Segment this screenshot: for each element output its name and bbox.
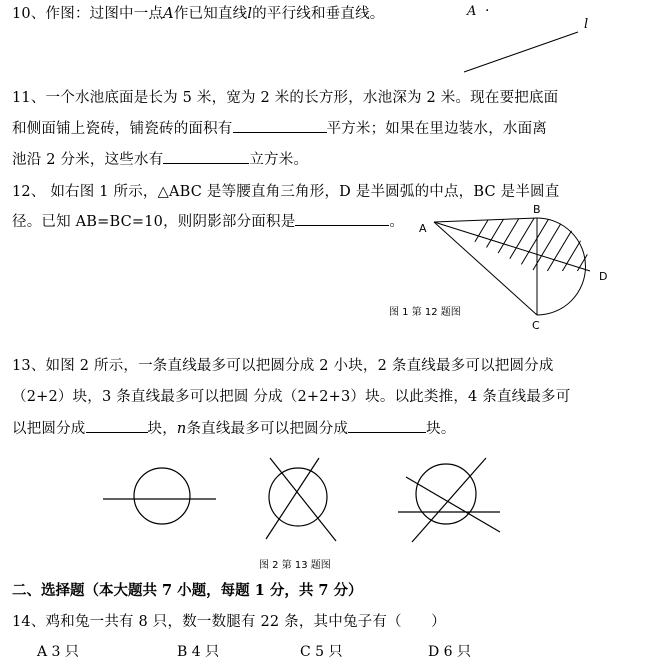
- q10-point: A: [163, 6, 174, 22]
- q13-line1: 13、如图 2 所示，一条直线最多可以把圆分成 2 小块，2 条直线最多可以把圆分成: [12, 358, 554, 374]
- q12-label-b: B: [533, 203, 541, 216]
- q14-option-b[interactable]: B 4 只: [177, 644, 220, 660]
- q12-label-d: D: [599, 270, 608, 283]
- q10-mid: 作已知直线: [173, 6, 248, 22]
- q11-line3b: 立方米。: [249, 152, 309, 168]
- q11-line2a: 和侧面铺上瓷砖，铺瓷砖的面积有: [12, 121, 233, 137]
- q14-option-c[interactable]: C 5 只: [300, 644, 343, 660]
- q10-fig-line-label: l: [584, 17, 589, 32]
- q13-line3c: 条直线最多可以把圆分成: [186, 421, 349, 437]
- section2-title: 二、选择题（本大题共 7 小题，每题 1 分，共 7 分）: [12, 582, 363, 599]
- q11-line3a: 池沿 2 分米，这些水有: [12, 152, 164, 168]
- q12-caption: 图 1 第 12 题图: [389, 307, 461, 318]
- q12-line2-text: 径。已知 AB=BC=10，则阴影部分面积是: [12, 214, 296, 230]
- q10-fig-point-dot: ·: [485, 3, 490, 19]
- q13-circle-two-lines: [266, 458, 336, 541]
- q11-line1: 11、一个水池底面是长为 5 米，宽为 2 米的长方形，水池深为 2 米。现在要把底面: [12, 90, 559, 106]
- q12-label-a: A: [419, 222, 427, 235]
- q13-line3d: 块。: [426, 421, 456, 437]
- q11-line2b: 平方米；如果在里边装水，水面离: [326, 121, 547, 137]
- q10-suffix: 的平行线和垂直线。: [252, 6, 385, 22]
- q13-n: n: [176, 421, 187, 437]
- q12-line1: 12、 如右图 1 所示，△ABC 是等腰直角三角形，D 是半圆弧的中点，BC 是半圆直: [12, 184, 560, 200]
- q12-line2-end: 。: [389, 214, 405, 230]
- q13-caption: 图 2 第 13 题图: [259, 560, 331, 571]
- q10-line-name: l: [247, 6, 253, 22]
- q13-line3a: 以把圆分成: [12, 421, 86, 437]
- q10-fig-point-label: A: [467, 4, 477, 19]
- q14-option-a[interactable]: A 3 只: [37, 644, 79, 660]
- q13-line2: （2+2）块，3 条直线最多可以把圆 分成（2+2+3）块。以此类推，4 条直线最多可: [12, 389, 571, 405]
- q14-option-d[interactable]: D 6 只: [428, 644, 472, 660]
- q13-circle-three-lines: [398, 458, 500, 542]
- q14-stem: 14、鸡和兔一共有 8 只，数一数腿有 22 条，其中兔子有（ ）: [12, 614, 446, 630]
- q10-prefix: 10、作图：过图中一点: [12, 6, 164, 22]
- q13-circle-one-line: [103, 468, 216, 524]
- q12-label-c: C: [532, 319, 540, 332]
- q13-line3b: 块，: [147, 421, 177, 437]
